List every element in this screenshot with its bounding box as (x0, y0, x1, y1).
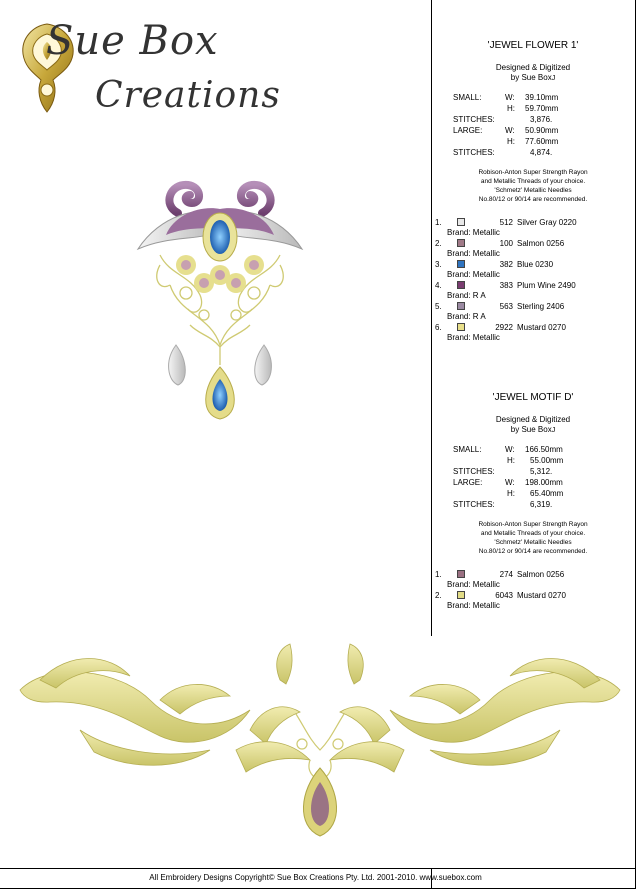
thread-code: 274 (499, 570, 513, 579)
designer-signature: J (551, 427, 556, 434)
copyright-footer: All Embroidery Designs Copyright© Sue Box Creations Pty. Ltd. 2001-2010. www.suebox.com (149, 873, 482, 882)
thread-row (433, 281, 633, 291)
thread-number: 2. (435, 591, 442, 600)
designer-line (433, 73, 633, 84)
spec-label: H: (507, 137, 515, 146)
spec-label: W: (505, 445, 515, 454)
thread-color-swatch (457, 591, 465, 599)
design-panel-jewel-flower-1 (433, 40, 633, 344)
design-panel-jewel-motif-d (433, 392, 633, 612)
spec-large-stitches (433, 147, 633, 158)
spec-value: 59.70mm (525, 104, 559, 113)
spec-label: LARGE: (453, 126, 483, 135)
spec-label: SMALL: (453, 93, 482, 102)
spec-label: STITCHES: (453, 115, 495, 124)
thread-code: 563 (499, 302, 513, 311)
thread-brand-row (433, 580, 633, 591)
spec-value: 4,874. (530, 148, 553, 157)
spec-label: W: (505, 93, 515, 102)
thread-color-name: Mustard 0270 (517, 591, 566, 600)
design-title: 'JEWEL FLOWER 1' (487, 40, 579, 51)
spec-small-h (433, 103, 633, 114)
spec-small-h (433, 455, 633, 466)
thread-number: 5. (435, 302, 442, 311)
thread-brand-row (433, 333, 633, 344)
spec-large-stitches (433, 499, 633, 510)
thread-row (433, 591, 633, 601)
thread-note-line: Robison-Anton Super Strength Rayon (478, 521, 588, 528)
thread-color-swatch (457, 260, 465, 268)
thread-row (433, 570, 633, 580)
spec-value: 6,319. (530, 500, 553, 509)
thread-color-name: Salmon 0256 (517, 239, 565, 248)
logo-text-sue-box: Sue Box (46, 18, 219, 64)
thread-note-line: and Metallic Threads of your choice. (480, 178, 586, 185)
thread-color-name: Blue 0230 (517, 260, 554, 269)
spec-small-w (433, 92, 633, 103)
thread-number: 6. (435, 323, 442, 332)
design-title: 'JEWEL MOTIF D' (492, 392, 574, 403)
thread-note-line: 'Schmetz' Metallic Needles (494, 187, 572, 194)
thread-row (433, 239, 633, 249)
thread-brand: Brand: R A (447, 312, 486, 321)
thread-number: 1. (435, 218, 442, 227)
thread-brand-row (433, 249, 633, 260)
spec-label: STITCHES: (453, 500, 495, 509)
spec-value: 166.50mm (525, 445, 563, 454)
spec-small-stitches (433, 466, 633, 477)
thread-note-line: No.80/12 or 90/14 are recommended. (478, 196, 588, 203)
thread-row (433, 218, 633, 228)
thread-brand: Brand: Metallic (447, 228, 500, 237)
thread-code: 6043 (495, 591, 513, 600)
designed-label: Designed & Digitized (495, 63, 571, 72)
thread-brand-row (433, 312, 633, 323)
spec-label: SMALL: (453, 445, 482, 454)
thread-note-line: and Metallic Threads of your choice. (480, 530, 586, 537)
thread-code: 2922 (495, 323, 513, 332)
thread-number: 1. (435, 570, 442, 579)
spec-large-w (433, 125, 633, 136)
designer-signature: J (551, 75, 556, 82)
spec-value: 198.00mm (525, 478, 563, 487)
spec-small-stitches (433, 114, 633, 125)
designer-name: by Sue Box (510, 425, 552, 434)
thread-code: 382 (499, 260, 513, 269)
footer-divider (0, 868, 636, 869)
logo-text-creations: Creations (95, 75, 281, 116)
thread-code: 512 (499, 218, 513, 227)
thread-number: 4. (435, 281, 442, 290)
thread-color-swatch (457, 570, 465, 578)
jewel-motif-embroidery (10, 640, 630, 860)
thread-note-line: 'Schmetz' Metallic Needles (494, 539, 572, 546)
thread-number: 2. (435, 239, 442, 248)
spec-value: 39.10mm (525, 93, 559, 102)
thread-note-line: Robison-Anton Super Strength Rayon (478, 169, 588, 176)
column-divider (431, 0, 432, 636)
thread-brand-row (433, 601, 633, 612)
spec-large-w (433, 477, 633, 488)
thread-code: 100 (499, 239, 513, 248)
spec-large-h (433, 136, 633, 147)
spec-value: 5,312. (530, 467, 553, 476)
spec-small-w (433, 444, 633, 455)
spec-value: 3,876. (530, 115, 553, 124)
jewel-flower-embroidery (130, 175, 310, 430)
spec-label: STITCHES: (453, 467, 495, 476)
thread-color-swatch (457, 239, 465, 247)
designer-line (433, 425, 633, 436)
thread-color-name: Sterling 2406 (517, 302, 565, 311)
thread-color-name: Salmon 0256 (517, 570, 565, 579)
spec-label: W: (505, 126, 515, 135)
thread-color-name: Plum Wine 2490 (517, 281, 576, 290)
designed-label: Designed & Digitized (495, 415, 571, 424)
spec-label: LARGE: (453, 478, 483, 487)
spec-value: 50.90mm (525, 126, 559, 135)
spec-value: 55.00mm (530, 456, 564, 465)
spec-label: STITCHES: (453, 148, 495, 157)
thread-color-name: Mustard 0270 (517, 323, 566, 332)
thread-brand: Brand: Metallic (447, 601, 500, 610)
thread-number: 3. (435, 260, 442, 269)
thread-code: 383 (499, 281, 513, 290)
spec-label: H: (507, 104, 515, 113)
spec-label: H: (507, 489, 515, 498)
thread-brand: Brand: Metallic (447, 270, 500, 279)
thread-color-swatch (457, 302, 465, 310)
thread-color-name: Silver Gray 0220 (517, 218, 577, 227)
thread-brand: Brand: Metallic (447, 249, 500, 258)
thread-row (433, 260, 633, 270)
spec-value: 65.40mm (530, 489, 564, 498)
thread-brand: Brand: Metallic (447, 333, 500, 342)
thread-row (433, 302, 633, 312)
thread-brand-row (433, 270, 633, 281)
thread-brand: Brand: Metallic (447, 580, 500, 589)
thread-brand: Brand: R A (447, 291, 486, 300)
spec-label: W: (505, 478, 515, 487)
designer-name: by Sue Box (510, 73, 552, 82)
thread-brand-row (433, 291, 633, 302)
thread-color-swatch (457, 323, 465, 331)
thread-note-line: No.80/12 or 90/14 are recommended. (478, 548, 588, 555)
thread-brand-row (433, 228, 633, 239)
thread-color-swatch (457, 281, 465, 289)
thread-color-swatch (457, 218, 465, 226)
spec-label: H: (507, 456, 515, 465)
spec-value: 77.60mm (525, 137, 559, 146)
thread-row (433, 323, 633, 333)
spec-large-h (433, 488, 633, 499)
